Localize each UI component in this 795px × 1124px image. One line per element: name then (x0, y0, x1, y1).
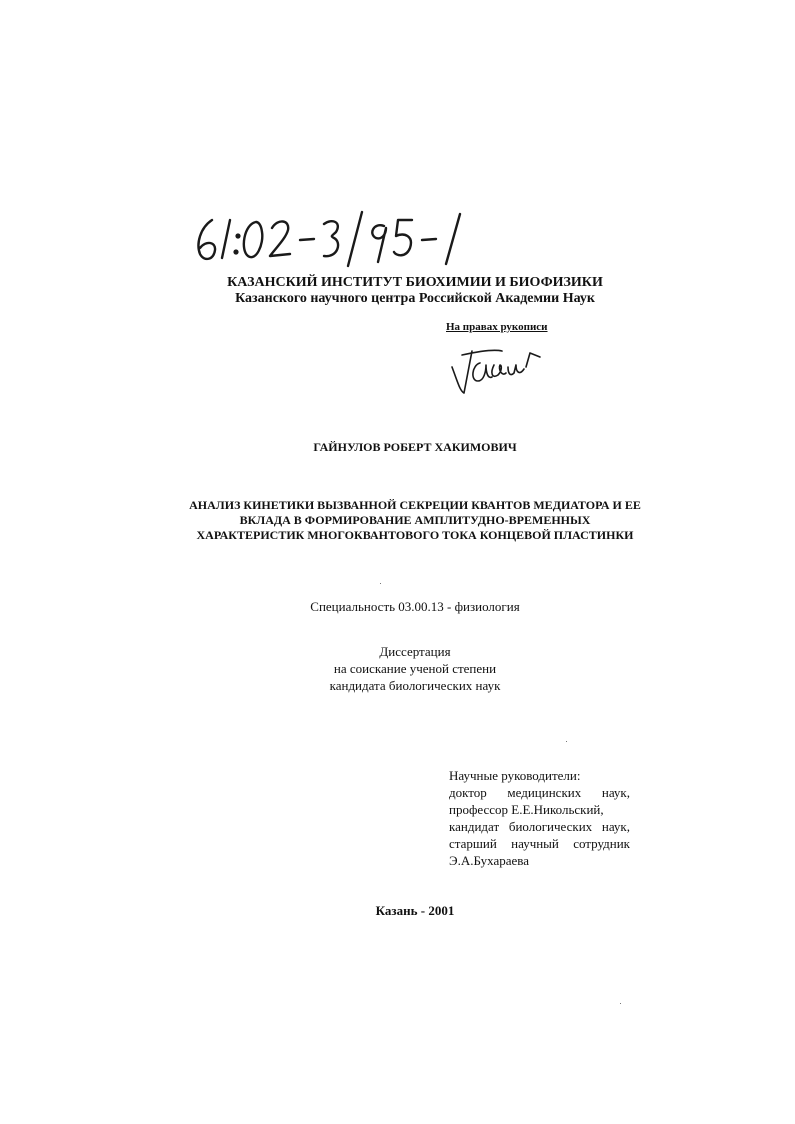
supervisors-heading: Научные руководители: (449, 768, 581, 783)
specialty: Специальность 03.00.13 - физиология (310, 599, 520, 614)
degree-line: на соискание ученой степени (333, 661, 497, 676)
institute-parent: Казанского научного центра Российской Академии Наук (235, 291, 595, 306)
title-line: АНАЛИЗ КИНЕТИКИ ВЫЗВАННОЙ СЕКРЕЦИИ КВАНТОВ МЕДИАТОРА И ЕЕ (189, 498, 641, 512)
dissertation-degree (150, 643, 680, 694)
dissertation-title (150, 498, 680, 543)
supervisor-line: старший научный сотрудник (449, 836, 630, 851)
scan-speck (380, 583, 381, 584)
scan-speck (620, 1003, 621, 1004)
scan-speck (566, 741, 567, 742)
institute-name: КАЗАНСКИЙ ИНСТИТУТ БИОХИМИИ И БИОФИЗИКИ (227, 275, 603, 290)
author-name: ГАЙНУЛОВ РОБЕРТ ХАКИМОВИЧ (313, 440, 517, 454)
institute-block (150, 275, 680, 307)
degree-line: кандидата биологических наук (329, 678, 501, 693)
city-year: Казань - 2001 (375, 903, 455, 918)
manuscript-note: На правах рукописи (446, 321, 548, 333)
supervisor-line: Э.А.Бухараева (449, 853, 529, 868)
supervisor-line: доктор медицинских наук, (449, 785, 630, 800)
supervisor-line: кандидат биологических наук, (449, 819, 630, 834)
title-line: ВКЛАДА В ФОРМИРОВАНИЕ АМПЛИТУДНО-ВРЕМЕННЫХ (239, 513, 591, 527)
author-signature (450, 343, 545, 395)
supervisors-block (449, 767, 630, 869)
degree-line: Диссертация (379, 644, 451, 659)
supervisor-line: профессор Е.Е.Никольский, (449, 802, 604, 817)
handwritten-archive-number (190, 208, 480, 270)
title-line: ХАРАКТЕРИСТИК МНОГОКВАНТОВОГО ТОКА КОНЦЕВОЙ ПЛАСТИНКИ (196, 528, 634, 542)
